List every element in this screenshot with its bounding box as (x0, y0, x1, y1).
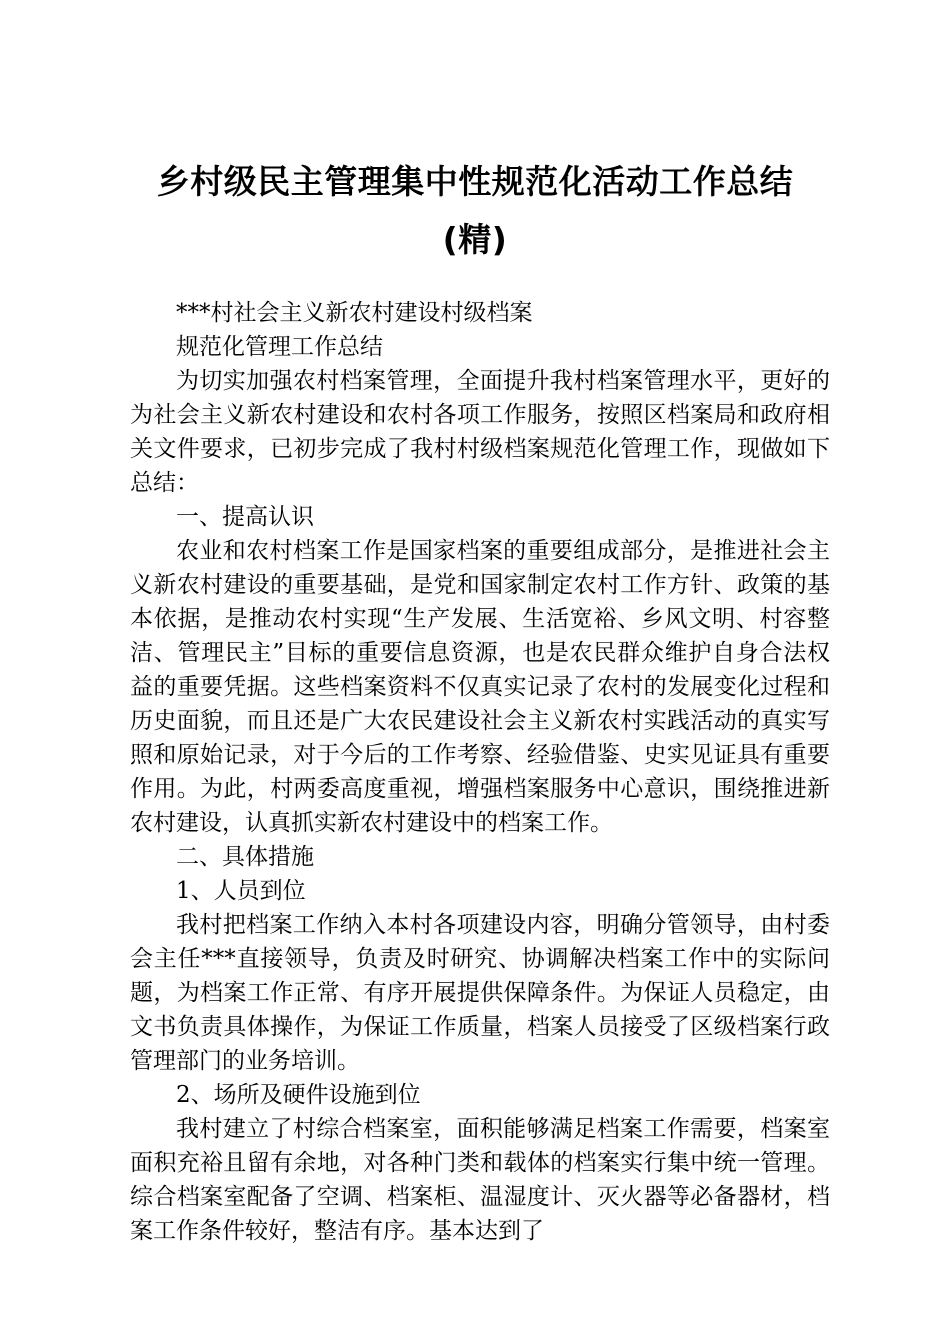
section-heading-2: 二、具体措施 (176, 844, 314, 870)
subtitle-line-1: ***村社会主义新农村建设村级档案 (176, 300, 533, 326)
subtitle-line-2: 规范化管理工作总结 (176, 334, 383, 360)
item-heading-1: 1、人员到位 (176, 878, 306, 904)
section-heading-1: 一、提高认识 (176, 504, 314, 530)
section-paragraph-1: 农业和农村档案工作是国家档案的重要组成部分，是推进社会主义新农村建设的重要基础，是党和国家制定农村工作方针、政策的基本依据，是推动农村实现“生产发展、生活宽裕、乡风文明、村容整洁、管理民主”目标的重要信息资源，也是农民群众维护自身合法权益的重要凭据。这些档案资料不仅真实记录了农村的发展变化过程和历史面貌，而且还是广大农民建设社会主义新农村实践活动的真实写照和原始记录，对于今后的工作考察、经验借鉴、史实见证具有重要作用。为此，村两委高度重视，增强档案服务中心意识，围绕推进新农村建设，认真抓实新农村建设中的档案工作。 (130, 538, 830, 836)
item-heading-2: 2、场所及硬件设施到位 (176, 1082, 421, 1108)
item-paragraph-2: 我村建立了村综合档案室，面积能够满足档案工作需要，档案室面积充裕且留有余地，对各种门类和载体的档案实行集中统一管理。综合档案室配备了空调、档案柜、温湿度计、灭火器等必备器材，档案工作条件较好，整洁有序。基本达到了 (130, 1116, 830, 1244)
item-paragraph-1: 我村把档案工作纳入本村各项建设内容，明确分管领导，由村委会主任***直接领导，负责及时研究、协调解决档案工作中的实际问题，为档案工作正常、有序开展提供保障条件。为保证人员稳定，由文书负责具体操作，为保证工作质量，档案人员接受了区级档案行政管理部门的业务培训。 (130, 912, 830, 1074)
document-title: 乡村级民主管理集中性规范化活动工作总结 (156, 162, 794, 201)
document-body (130, 296, 830, 1248)
intro-paragraph: 为切实加强农村档案管理，全面提升我村档案管理水平，更好的为社会主义新农村建设和农村各项工作服务，按照区档案局和政府相关文件要求，已初步完成了我村村级档案规范化管理工作，现做如下总结： (130, 368, 830, 496)
document-title-suffix: (精) (442, 220, 508, 259)
